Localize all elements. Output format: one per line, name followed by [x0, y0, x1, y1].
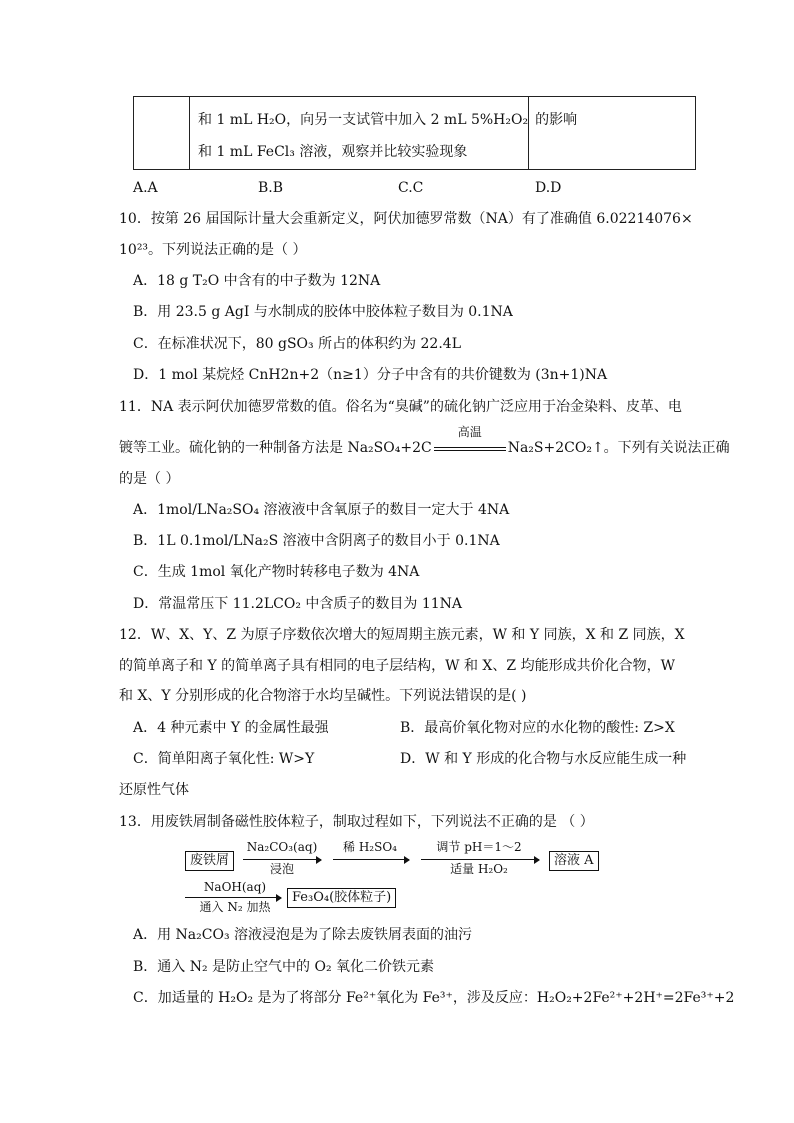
table-cell-procedure	[190, 97, 529, 170]
q11-option-a: A．1mol/LNa₂SO₄ 溶液液中含氧原子的数目一定大于 4NA	[133, 502, 510, 518]
procedure-line-2: 和 1 mL FeCl₃ 溶液，观察并比较实验现象	[198, 144, 468, 160]
flow-end-box: Fe₃O₄(胶体粒子)	[287, 888, 396, 908]
q10-option-d: D．1 mol 某烷烃 CnH2n+2（n≥1）分子中含有的共价键数为 (3n+1)NA	[133, 367, 608, 383]
q10-stem-line2: 10²³。下列说法正确的是（ ）	[119, 242, 307, 258]
equals-arrow-icon	[434, 447, 506, 451]
q11-stem-line3: 的是（ ）	[119, 471, 180, 487]
high-temp-arrow	[434, 425, 506, 458]
q11-stem-line2	[119, 425, 730, 458]
q12-stem-line2: 的简单离子和 Y 的简单离子具有相同的电子层结构，W 和 X、Z 均能形成共价化合物，W	[119, 658, 675, 674]
q13-option-b: B．通入 N₂ 是防止空气中的 O₂ 氧化二价铁元素	[133, 959, 435, 975]
q9-option-a: A.A	[133, 180, 158, 196]
q11-option-b: B．1L 0.1mol/LNa₂S 溶液中含阴离子的数目小于 0.1NA	[133, 533, 500, 549]
q11-option-d: D．常温常压下 11.2LCO₂ 中含质子的数目为 11NA	[133, 596, 463, 612]
flow-arrow-2	[333, 859, 409, 860]
q11-equation-left: 镀等工业。硫化钠的一种制备方法是 Na₂SO₄+2C	[119, 440, 432, 456]
flow-start-box: 废铁屑	[185, 851, 234, 871]
flow-step1-reagent: Na₂CO₃(aq)	[246, 840, 318, 854]
flow-solution-a-box: 溶液 A	[549, 851, 599, 871]
table-cell-empty	[134, 97, 190, 170]
purpose-text: 的影响	[535, 112, 578, 128]
q11-option-c: C．生成 1mol 氧化产物时转移电子数为 4NA	[133, 564, 420, 580]
flow-step3-reagent: 适量 H₂O₂	[450, 862, 508, 876]
q10-option-a: A．18 g T₂O 中含有的中子数为 12NA	[133, 273, 381, 289]
q13-option-a: A．用 Na₂CO₃ 溶液浸泡是为了除去废铁屑表面的油污	[133, 927, 473, 943]
q11-stem-line1: 11．NA 表示阿伏加德罗常数的值。俗名为“臭碱”的硫化钠广泛应用于冶金染料、皮革、电	[119, 399, 682, 415]
q13-stem: 13．用废铁屑制备磁性胶体粒子，制取过程如下，下列说法不正确的是 （ ）	[119, 814, 594, 830]
flow-arrow-3	[421, 859, 539, 860]
q11-equation-right: Na₂S+2CO₂↑。下列有关说法正确	[507, 440, 730, 456]
q12-option-d-continued: 还原性气体	[119, 782, 189, 798]
table-cell-purpose	[529, 97, 696, 170]
flow-step4-reagent: NaOH(aq)	[203, 880, 267, 894]
q10-option-b: B．用 23.5 g AgI 与水制成的胶体中胶体粒子数目为 0.1NA	[133, 304, 513, 320]
q12-option-a: A．4 种元素中 Y 的金属性最强	[133, 720, 329, 736]
q10-option-c: C．在标准状况下，80 gSO₃ 所占的体积约为 22.4L	[133, 336, 461, 352]
flow-arrow-1	[243, 859, 321, 860]
q13-option-c: C．加适量的 H₂O₂ 是为了将部分 Fe²⁺氧化为 Fe³⁺，涉及反应：H₂O₂+2Fe²⁺+2H⁺=2Fe³⁺+2	[133, 990, 735, 1006]
arrow-condition-label: 高温	[457, 425, 482, 439]
q12-stem-line1: 12．W、X、Y、Z 为原子序数依次增大的短周期主族元素，W 和 Y 同族，X 和 Z 同族，X	[119, 627, 685, 643]
process-flow-diagram	[185, 840, 615, 915]
q9-option-c: C.C	[398, 180, 424, 196]
flow-step2-reagent: 稀 H₂SO₄	[343, 840, 397, 854]
experiment-table-fragment	[133, 96, 696, 170]
flow-arrow-4	[185, 897, 281, 898]
procedure-line-1: 和 1 mL H₂O，向另一支试管中加入 2 mL 5%H₂O₂	[198, 112, 529, 128]
q12-option-d: D．W 和 Y 形成的化合物与水反应能生成一种	[400, 751, 687, 767]
q9-option-d: D.D	[535, 180, 562, 196]
q9-option-b: B.B	[258, 180, 284, 196]
q12-option-c: C．简单阳离子氧化性: W>Y	[133, 751, 315, 767]
flow-step4-condition: 通入 N₂ 加热	[199, 900, 271, 914]
q12-option-b: B．最高价氧化物对应的水化物的酸性: Z>X	[400, 720, 675, 736]
flow-step1-condition: 浸泡	[269, 862, 294, 876]
flow-step3-condition: 调节 pH＝1～2	[436, 840, 522, 854]
q10-stem-line1: 10．按第 26 届国际计量大会重新定义，阿伏加德罗常数（NA）有了准确值 6.02214076×	[119, 211, 693, 227]
q12-stem-line3: 和 X、Y 分别形成的化合物溶于水均呈碱性。下列说法错误的是( )	[119, 688, 527, 704]
